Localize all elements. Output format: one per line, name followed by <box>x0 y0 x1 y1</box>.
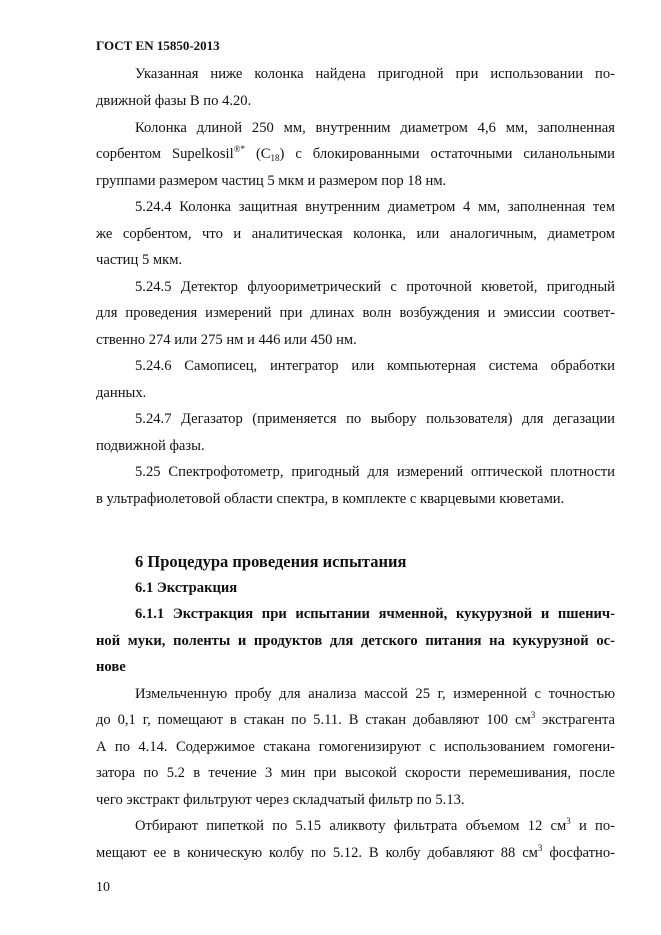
text-run: сорбентом Supelkosil <box>96 146 234 162</box>
superscript: 3 <box>537 843 543 853</box>
paragraph-line: Измельченную пробу для анализа массой 25 г, измеренной с точностью <box>135 686 615 702</box>
subsubsection-title-line: 6.1.1 Экстракция при испытании ячменной, кукурузной и пшенич- <box>135 606 615 622</box>
paragraph-line <box>96 146 615 163</box>
paragraph-line: группами размером частиц 5 мкм и размером пор 18 нм. <box>96 173 447 189</box>
text-run: до 0,1 г, помещают в стакан по 5.11. В стакан добавляют 100 см <box>96 712 531 728</box>
section-title: 6 Процедура проведения испытания <box>135 552 407 571</box>
paragraph-line: 5.24.5 Детектор флуооримeтрический с проточной кюветой, пригодный <box>135 279 615 295</box>
registered-trademark-mark: ®* <box>233 144 245 154</box>
paragraph-line: 5.24.4 Колонка защитная внутренним диаметром 4 мм, заполненная тем <box>135 199 615 215</box>
superscript: 3 <box>530 710 536 720</box>
paragraph-line: данных. <box>96 385 147 401</box>
paragraph-line: 5.24.7 Дегазатор (применяется по выбору пользователя) для дегазации <box>135 411 615 427</box>
paragraph-line <box>96 845 615 862</box>
paragraph-line: Колонка длиной 250 мм, внутренним диаметром 4,6 мм, заполненная <box>135 120 615 136</box>
paragraph-line: в ультрафиолетовой области спектра, в комплекте с кварцевыми кюветами. <box>96 491 565 507</box>
paragraph-line: подвижной фазы. <box>96 438 205 454</box>
subsubsection-title-line: нове <box>96 659 126 675</box>
subsection-title: 6.1 Экстракция <box>135 580 238 596</box>
paragraph-line: же сорбентом, что и аналитическая колонка, или аналогичным, диаметром <box>96 226 615 242</box>
text-run: Отбирают пипеткой по 5.15 аликвоту фильтрата объемом 12 см <box>135 818 567 834</box>
paragraph-line <box>135 818 615 835</box>
text-run: экстрагента <box>535 712 615 728</box>
paragraph-line: чего экстракт фильтруют через складчатый фильтр по 5.13. <box>96 792 465 808</box>
paragraph-line: для проведения измерений при длинах волн возбуждения и эмиссии соответ- <box>96 305 615 321</box>
paragraph-line: ственно 274 или 275 нм и 446 или 450 нм. <box>96 332 357 348</box>
text-run: (C <box>244 146 271 162</box>
subscript: 18 <box>270 153 280 163</box>
paragraph-line <box>96 712 615 729</box>
document-header: ГОСТ EN 15850-2013 <box>96 38 220 53</box>
text-run: и по- <box>570 818 615 834</box>
text-run: фосфатно- <box>542 845 616 861</box>
subsubsection-title-line: ной муки, поленты и продуктов для детского питания на кукурузной ос- <box>96 633 615 649</box>
text-run: мещают ее в коническую колбу по 5.12. В колбу добавляют 88 см <box>96 845 538 861</box>
superscript: 3 <box>566 816 571 826</box>
paragraph-line: частиц 5 мкм. <box>96 252 183 268</box>
text-run: ) с блокированными остаточными силанольными <box>279 146 615 162</box>
paragraph-line: А по 4.14. Содержимое стакана гомогенизируют с использованием гомогени- <box>96 739 615 755</box>
paragraph-line: движной фазы B по 4.20. <box>96 93 252 109</box>
paragraph-line: 5.25 Спектрофотометр, пригодный для измерений оптической плотности <box>135 464 615 480</box>
paragraph-line: 5.24.6 Самописец, интегратор или компьютерная система обработки <box>135 358 615 374</box>
page-number: 10 <box>96 880 110 895</box>
paragraph-line: Указанная ниже колонка найдена пригодной при использовании по- <box>135 66 615 82</box>
paragraph-line: затора по 5.2 в течение 3 мин при высокой скорости перемешивания, после <box>96 765 615 781</box>
